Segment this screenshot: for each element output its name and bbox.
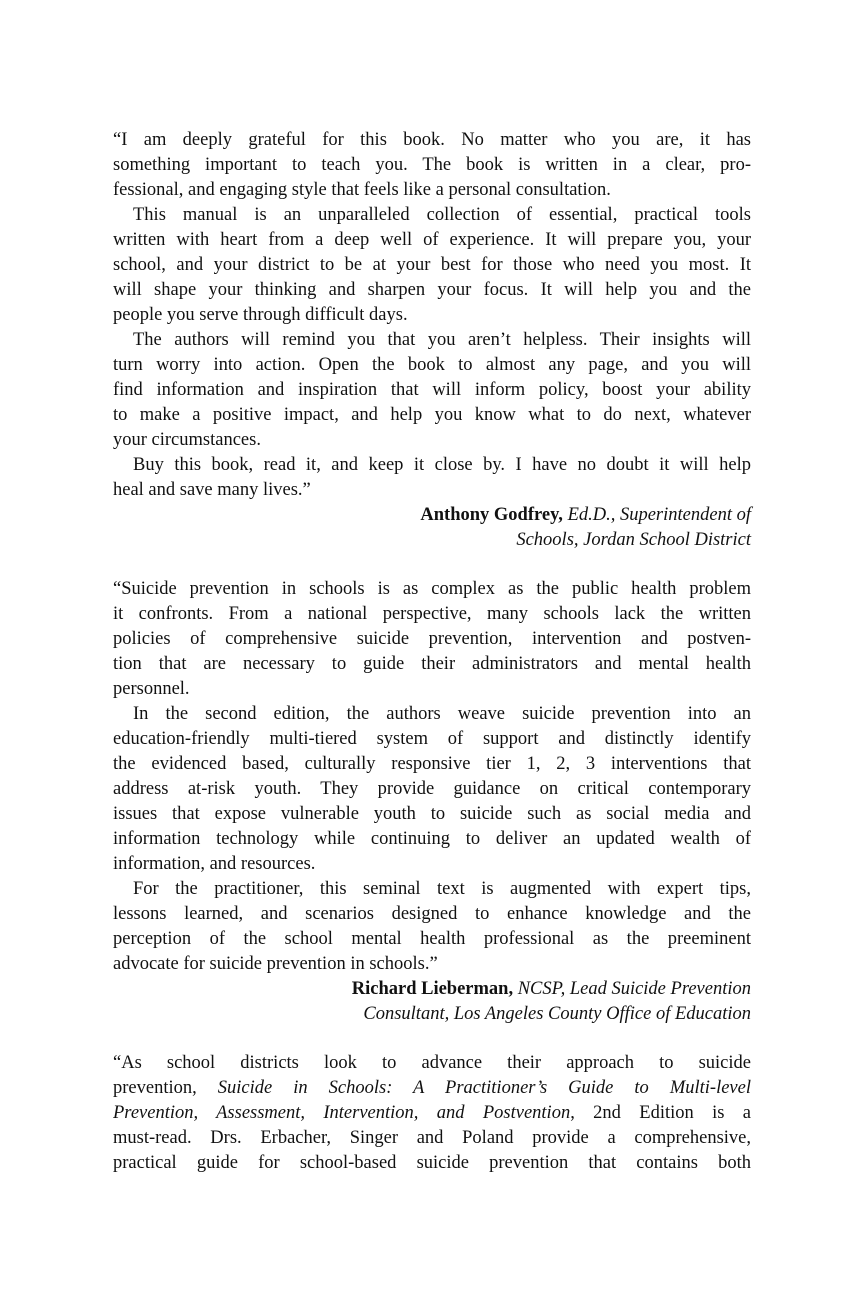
text-span: prevention,: [113, 1078, 218, 1098]
text-line: fessional, and engaging style that feels like a personal consultation.: [113, 180, 611, 200]
text-line: “Suicide prevention in schools is as complex as the public health problem: [113, 579, 751, 599]
text-line: school, and your district to be at your best for those who need you most. It: [113, 255, 751, 275]
author-title: Schools, Jordan School District: [516, 530, 751, 550]
text-line: [113, 1151, 751, 1176]
text-line: In the second edition, the authors weave suicide prevention into an: [133, 704, 751, 724]
text-line: will shape your thinking and sharpen your focus. It will help you and the: [113, 280, 751, 300]
testimonial-quote: [113, 128, 751, 553]
text-line: [113, 1101, 751, 1126]
text-span: practical guide for school-based suicide prevention that contains both: [113, 1153, 751, 1173]
paragraph: [113, 702, 751, 877]
author-title: Ed.D., Superintendent of: [567, 505, 751, 525]
paragraph: [113, 453, 751, 503]
text-span: must-read. Drs. Erbacher, Singer and Poland provide a comprehensive,: [113, 1128, 751, 1148]
paragraph: [113, 577, 751, 702]
text-line: Buy this book, read it, and keep it close by. I have no doubt it will help: [133, 455, 751, 475]
author-title: Consultant, Los Angeles County Office of Education: [363, 1004, 751, 1024]
text-line: the evidenced based, culturally responsive tier 1, 2, 3 interventions that: [113, 754, 751, 774]
text-line: people you serve through difficult days.: [113, 305, 408, 325]
attribution-line: [113, 977, 751, 1002]
author-name: Richard Lieberman,: [351, 979, 514, 999]
attribution-line: [113, 503, 751, 528]
text-line: information technology while continuing to deliver an updated wealth of: [113, 829, 751, 849]
text-line: The authors will remind you that you aren’t helpless. Their insights will: [133, 330, 751, 350]
testimonial-quote: [113, 1051, 751, 1176]
attribution-line: [113, 1002, 751, 1027]
text-line: address at-risk youth. They provide guidance on critical contemporary: [113, 779, 751, 799]
paragraph: [113, 203, 751, 328]
author-title: NCSP, Lead Suicide Prevention: [517, 979, 751, 999]
text-line: turn worry into action. Open the book to almost any page, and you will: [113, 355, 751, 375]
author-name: Anthony Godfrey,: [420, 505, 563, 525]
text-line: [113, 1051, 751, 1076]
text-line: “I am deeply grateful for this book. No matter who you are, it has: [113, 130, 751, 150]
text-line: something important to teach you. The book is written in a clear, pro-: [113, 155, 751, 175]
text-line: [113, 1076, 751, 1101]
text-span: “As school districts look to advance their approach to suicide: [113, 1053, 751, 1073]
book-title: Prevention, Assessment, Intervention, and Postvention: [113, 1103, 571, 1123]
paragraph: [113, 128, 751, 203]
text-line: education-friendly multi-tiered system of support and distinctly identify: [113, 729, 751, 749]
testimonial-quote: [113, 577, 751, 1027]
text-line: For the practitioner, this seminal text is augmented with expert tips,: [133, 879, 751, 899]
text-line: personnel.: [113, 679, 190, 699]
text-line: tion that are necessary to guide their administrators and mental health: [113, 654, 751, 674]
text-line: [113, 1126, 751, 1151]
text-line: perception of the school mental health professional as the preeminent: [113, 929, 751, 949]
text-line: This manual is an unparalleled collection of essential, practical tools: [133, 205, 751, 225]
text-line: policies of comprehensive suicide prevention, intervention and postven-: [113, 629, 751, 649]
attribution-line: [113, 528, 751, 553]
text-span: , 2nd Edition is a: [570, 1103, 751, 1123]
text-line: your circumstances.: [113, 430, 261, 450]
text-line: advocate for suicide prevention in schools.”: [113, 954, 438, 974]
text-line: written with heart from a deep well of experience. It will prepare you, your: [113, 230, 751, 250]
text-line: to make a positive impact, and help you know what to do next, whatever: [113, 405, 751, 425]
paragraph: [113, 328, 751, 453]
text-line: information, and resources.: [113, 854, 316, 874]
paragraph: [113, 1051, 751, 1176]
text-line: it confronts. From a national perspective, many schools lack the written: [113, 604, 751, 624]
text-line: heal and save many lives.”: [113, 480, 311, 500]
book-title: Suicide in Schools: A Practitioner’s Guide to Multi-level: [217, 1078, 751, 1098]
text-line: find information and inspiration that will inform policy, boost your ability: [113, 380, 751, 400]
book-page: [113, 128, 751, 1200]
text-line: issues that expose vulnerable youth to suicide such as social media and: [113, 804, 751, 824]
text-line: lessons learned, and scenarios designed to enhance knowledge and the: [113, 904, 751, 924]
paragraph: [113, 877, 751, 977]
